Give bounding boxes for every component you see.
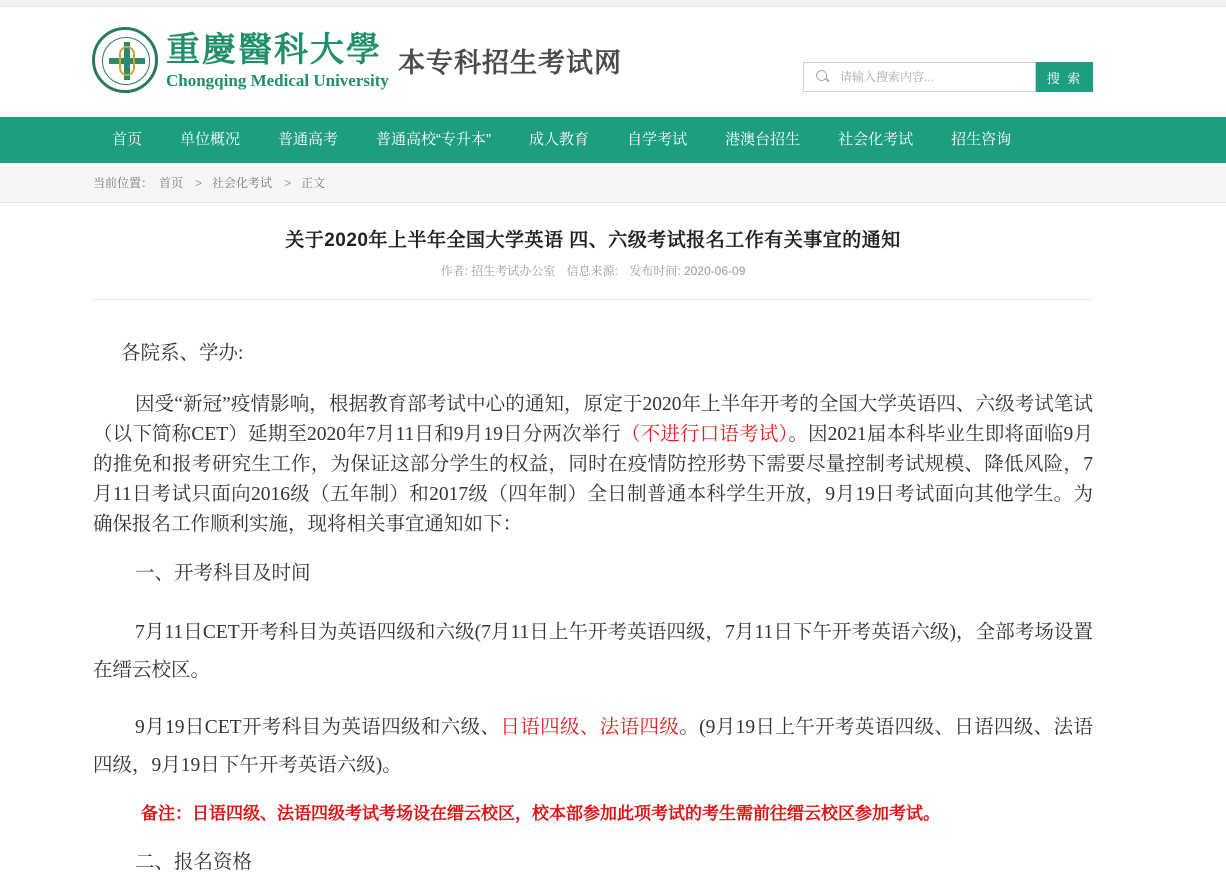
- logo-english-name: Chongqing Medical University: [166, 71, 389, 90]
- no-oral-exam-note: （不进行口语考试）: [621, 424, 789, 445]
- search-input[interactable]: [840, 70, 1020, 84]
- article: [93, 203, 1093, 873]
- article-meta: [93, 262, 1093, 279]
- search-bar: [803, 62, 1093, 92]
- main-nav: [0, 117, 1226, 163]
- breadcrumb-category[interactable]: 社会化考试: [212, 176, 273, 190]
- section-heading-1: 一、开考科目及时间: [135, 563, 311, 584]
- top-strip: [0, 0, 1226, 7]
- breadcrumb-home[interactable]: 首页: [159, 176, 184, 190]
- section-heading-2: 二、报名资格: [135, 852, 253, 873]
- article-title: 关于2020年上半年全国大学英语 四、六级考试报名工作有关事宜的通知: [285, 230, 901, 251]
- site-name: 本专科招生考试网: [398, 48, 622, 79]
- nav-item-social-exams[interactable]: 社会化考试: [838, 131, 914, 148]
- nav-item-self-study[interactable]: 自学考试: [627, 131, 688, 148]
- nav-item-overview[interactable]: 单位概况: [180, 131, 241, 148]
- breadcrumb-separator: >: [195, 176, 203, 190]
- search-icon: [816, 70, 830, 84]
- breadcrumb-separator: >: [284, 176, 292, 190]
- meta-source: 信息来源:: [566, 264, 618, 278]
- nav-item-college-entrance[interactable]: 普通高考: [278, 131, 339, 148]
- meta-date: 发布时间: 2020-06-09: [629, 264, 746, 278]
- nav-item-hk-macau-taiwan[interactable]: 港澳台招生: [725, 131, 801, 148]
- nav-item-adult-education[interactable]: 成人教育: [529, 131, 590, 148]
- remark-note: 备注：日语四级、法语四级考试考场设在缙云校区，校本部参加此项考试的考生需前往缙云校区参加考试。: [141, 804, 940, 823]
- university-logo[interactable]: [92, 27, 389, 93]
- search-button[interactable]: 搜 索: [1036, 62, 1093, 92]
- breadcrumb-bar: [0, 163, 1226, 203]
- breadcrumb: [93, 163, 331, 203]
- paragraph-2: 7月11日CET开考科目为英语四级和六级(7月11日上午开考英语四级，7月11日下午开考英语六级)，全部考场设置在缙云校区。: [93, 622, 1093, 681]
- greeting: 各院系、学办:: [121, 343, 244, 364]
- nav-item-home[interactable]: 首页: [112, 131, 143, 148]
- breadcrumb-prefix: 当前位置：: [93, 176, 154, 190]
- university-seal-icon: [92, 27, 158, 93]
- nav-item-upgrade[interactable]: 普通高校“专升本”: [376, 131, 492, 148]
- breadcrumb-current: 正文: [301, 176, 326, 190]
- search-box[interactable]: [803, 62, 1036, 92]
- paragraph-3: 9月19日CET开考科目为英语四级和六级、日语四级、法语四级。(9月19日上午开考英语四级、日语四级、法语四级，9月19日下午开考英语六级)。: [93, 717, 1093, 776]
- meta-author: 作者: 招生考试办公室: [440, 264, 556, 278]
- header: [0, 7, 1226, 117]
- japanese-french-exam: 日语四级、法语四级: [500, 717, 680, 738]
- logo-chinese-name: 重慶醫科大學: [166, 30, 382, 70]
- paragraph-1: 因受“新冠”疫情影响，根据教育部考试中心的通知，原定于2020年上半年开考的全国大学英语四、六级考试笔试（以下简称CET）延期至2020年7月11日和9月19日分两次举行（不进行口语考试）。因2021届本科毕业生即将面临9月的推免和报考研究生工作，为保证这部分学生的权益，同时在疫情防控形势下需要尽量控制考试规模、降低风险，7月11日考试只面向2016级（五年制）和2017级（四年制）全日制普通本科学生开放，9月19日考试面向其他学生。为确保报名工作顺利实施，现将相关事宜通知如下：: [93, 394, 1093, 535]
- title-divider: [93, 299, 1093, 300]
- nav-item-consultation[interactable]: 招生咨询: [951, 131, 1012, 148]
